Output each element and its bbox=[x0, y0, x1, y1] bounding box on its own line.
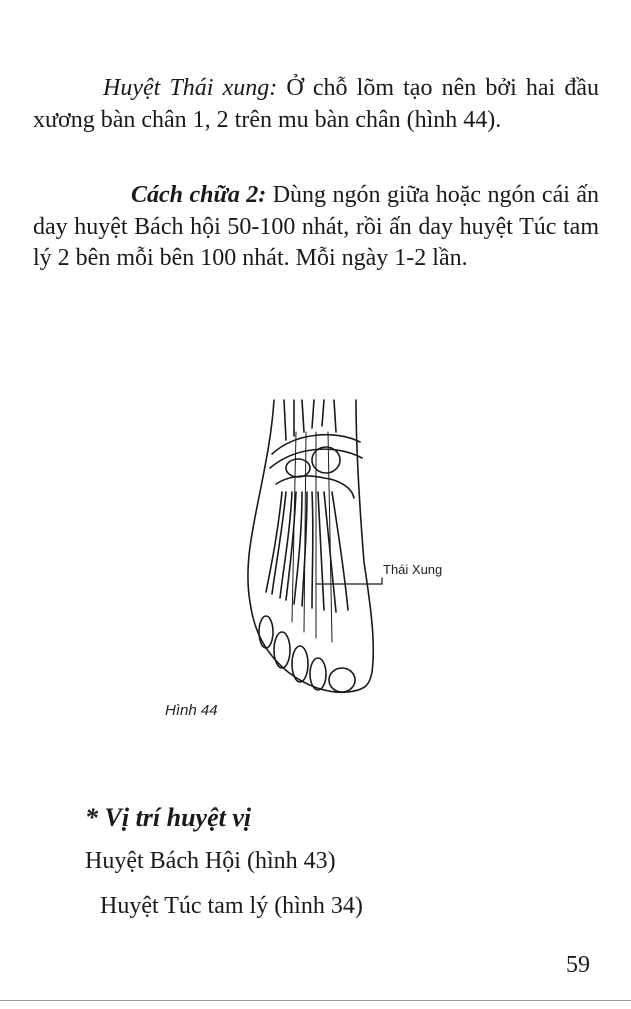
figure-caption: Hình 44 bbox=[165, 702, 218, 719]
thai-xung-callout: Thái Xung bbox=[383, 562, 443, 577]
thai-xung-label: Huyệt Thái xung: bbox=[103, 75, 278, 101]
toe-4 bbox=[274, 632, 290, 668]
toe-3 bbox=[292, 646, 308, 682]
treatment-paragraph bbox=[33, 180, 599, 275]
foot-illustration bbox=[236, 392, 476, 704]
page-number: 59 bbox=[566, 952, 590, 978]
treatment-label: Cách chữa 2: bbox=[131, 182, 267, 208]
thai-xung-paragraph bbox=[33, 73, 599, 136]
section-heading: * Vị trí huyệt vị bbox=[85, 803, 252, 832]
thai-xung-text: Ở chỗ lõm tạo nên bởi hai đầu xương bàn chân 1, 2 trên mu bàn chân (hình 44). bbox=[33, 75, 599, 133]
metatarsal-edges bbox=[272, 492, 348, 610]
page-edge-line bbox=[0, 1000, 631, 1001]
toe-5 bbox=[259, 616, 273, 648]
treatment-text: Dùng ngón giữa hoặc ngón cái ấn day huyệt Bách hội 50-100 nhát, rồi ấn day huyệt Túc tam lý 2 bên mỗi bên 100 nhát. Mỗi ngày 1-2 lần. bbox=[33, 182, 599, 271]
navicular-bone bbox=[286, 459, 310, 477]
metatarsals bbox=[266, 492, 336, 612]
point-item-bach-hoi: Huyệt Bách Hội (hình 43) bbox=[85, 848, 336, 874]
big-toe bbox=[329, 668, 355, 692]
toe-2 bbox=[310, 658, 326, 690]
tarsal-line bbox=[276, 476, 354, 498]
point-item-tuc-tam-ly: Huyệt Túc tam lý (hình 34) bbox=[100, 893, 363, 919]
